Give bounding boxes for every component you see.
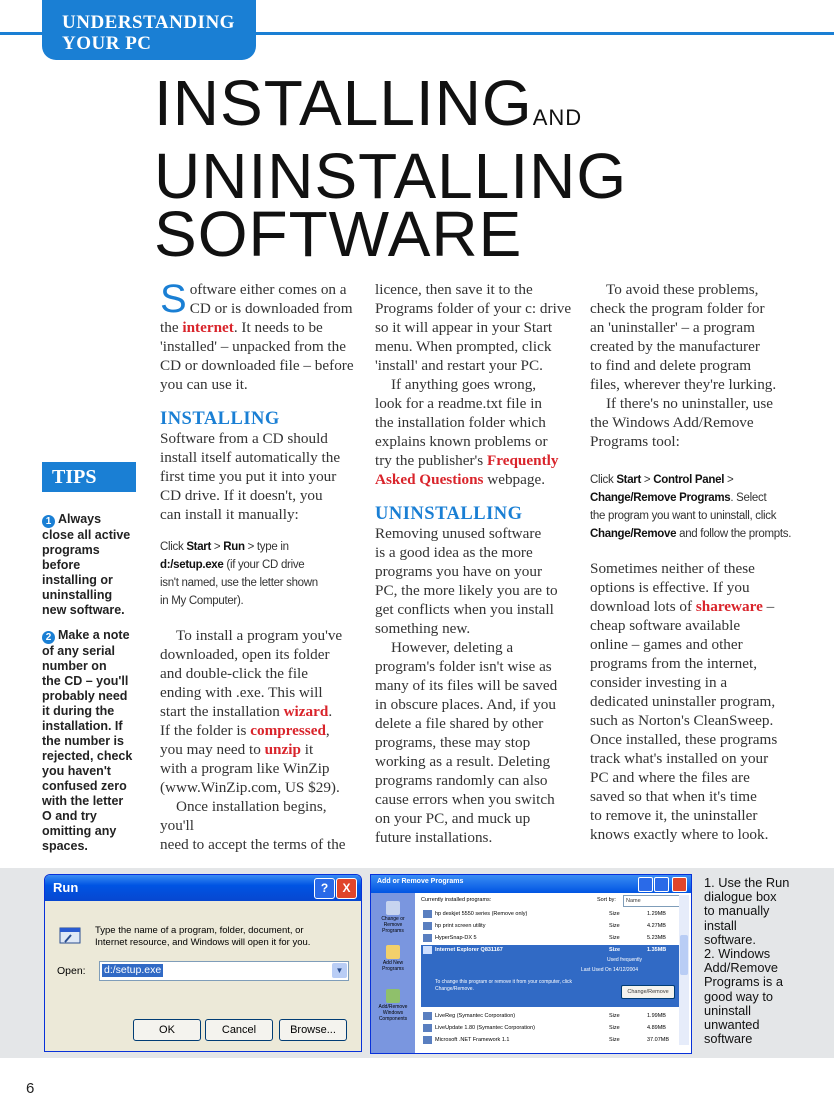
help-button[interactable]: ? [314,878,335,899]
section-tab-line1: UNDERSTANDING [62,12,235,33]
glossary-term: unzip [264,741,301,758]
sidebar-item-windows-components[interactable]: Add/Remove Windows Components [373,989,413,1022]
minimize-button[interactable] [638,877,653,892]
change-remove-button[interactable]: Change/Remove [621,985,675,999]
page-title [154,67,628,270]
open-label: Open: [57,965,86,977]
run-program-icon [57,925,83,947]
run-dialog-titlebar [45,875,361,901]
program-icon [423,946,432,954]
column-1: S oftware either comes on a CD or is downloaded from the internet. It needs to be 'installed' – unpacked from the CD or downloaded file – before you can use it. INSTALLING Software from a CD should install itself automatically the first time you put it into your CD drive. If it doesn't, you can install it manually: Click Start > Run > type in d:/setup.exe (if your CD drive isn't named, use the letter shown in My Computer). To install a program you've downloaded, open its folder and double-click the file ending with .exe. This will start the installation wizard. If the folder is compressed, you may need to unzip it with a program like WinZip (www.WinZip.com, US $29). Once installation begins, you'll need to accept the terms of the [160,280,360,854]
program-icon [423,1012,432,1020]
column-3: To avoid these problems, check the program folder for an 'uninstaller' – a program created by the manufacturer to find and delete program files, wherever they're lurking. If there's no uninstaller, use the Windows Add/Remove Programs tool: Click Start > Control Panel > Change/Remove Programs. Select the program you want to uninstall, click Change/Remove and follow the prompts. Sometimes neither of these options is effective. If you download lots of shareware – cheap software available online – games and other programs from the internet, consider investing in a dedicated uninstaller program, such as Norton's CleanSweep. Once installed, these programs track what's installed on your PC and where the files are saved so that when it's time to remove it, the uninstaller knows exactly where to look. [590,280,800,844]
ok-button[interactable]: OK [133,1019,201,1041]
sidebar-item-change-remove[interactable]: Change or Remove Programs [373,901,413,934]
instructions-uninstall: Click Start > Control Panel > Change/Remove Programs. Select the program you want to uninstall, click Change/Remove and follow the prompts. [590,474,792,540]
windows-icon [386,989,400,1003]
maximize-button[interactable] [654,877,669,892]
title-line2: UNINSTALLING [154,140,628,212]
sidebar-item-add-new[interactable]: Add New Programs [373,945,413,972]
sort-select[interactable]: Name [623,895,685,907]
section-tab-line2: YOUR PC [62,33,152,54]
program-icon [423,934,432,942]
run-dialog-title: Run [53,880,79,895]
chevron-down-icon[interactable]: ▼ [332,963,347,978]
tips-heading-bar [42,462,136,492]
add-remove-programs-window [370,874,692,1054]
close-button[interactable]: X [336,878,357,899]
list-item[interactable]: hp deskjet 5550 series (Remove only) Size 1.29MB [421,909,685,919]
arp-sidebar [371,893,415,1053]
title-line3: SOFTWARE [154,198,523,270]
glossary-term: Asked Questions [375,471,484,488]
glossary-term: Frequently [487,452,559,469]
browse-button[interactable]: Browse... [279,1019,347,1041]
instructions-install: Click Start > Run > type in d:/setup.exe (if your CD drive isn't named, use the letter shown in My Computer). [160,541,318,607]
glossary-term: compressed [250,722,326,739]
arp-title: Add or Remove Programs [377,878,464,885]
drop-cap: S [160,277,187,321]
sort-label: Sort by: [597,897,616,903]
title-and: AND [532,105,583,130]
selected-program-row[interactable]: Internet Explorer Q831167 Size 1.35MB Used frequently Last Used On 14/12/2004 To change this program or remove it from your computer, click Change/Remove. Change/Remove [421,945,679,1007]
list-item[interactable]: LiveReg (Symantec Corporation) Size 1.99MB [421,1011,685,1021]
open-combobox[interactable] [99,961,349,981]
page-number: 6 [26,1080,35,1097]
tip-number: 1 [42,515,55,528]
run-dialog [44,874,362,1052]
tips-heading: TIPS [52,466,97,488]
programs-icon [386,901,400,915]
column-2: licence, then save it to the Programs folder of your c: drive so it will appear in your Start menu. When prompted, click 'install' and restart your PC. If anything goes wrong, look for a readme.txt file in the installation folder which explains known problems or try the publisher's Frequently Asked Questions webpage. UNINSTALLING Removing unused software is a good idea as the more programs you have on your PC, the more likely you are to get conflicts when you install something new. However, deleting a program's folder isn't wise as many of its files will be saved in obscure places. And, if you delete a file shared by other programs, these may stop working as a result. Deleting programs randomly can also cause errors when you switch on your PC, and muck up future installations. [375,280,580,847]
printer-icon [423,910,432,918]
heading-installing: INSTALLING [160,409,280,429]
list-item[interactable]: hp print screen utility Size 4.27MB [421,921,685,931]
tip-1: 1 Always close all active programs before installing or uninstalling new software. [42,512,131,617]
glossary-term: internet [182,319,234,336]
close-icon[interactable] [672,877,687,892]
scrollbar[interactable] [679,895,689,1045]
open-input[interactable]: d:/setup.exe [104,964,162,976]
glossary-term: shareware [695,598,763,615]
glossary-term: wizard [283,703,329,720]
list-header: Currently installed programs: [421,897,492,903]
program-icon [423,1024,432,1032]
cancel-button[interactable]: Cancel [205,1019,273,1041]
heading-uninstalling: UNINSTALLING [375,504,523,524]
section-tab [42,0,256,60]
scrollbar-thumb[interactable] [680,935,688,975]
tip-2: 2 Make a note of any serial number on the CD – you'll probably need it during the installation. If the number is rejected, check you haven't confused zero with the letter O and try omitting any spaces. [42,628,133,853]
figure-caption: 1. Use the Run dialogue box to manually install software. 2. Windows Add/Remove Programs is a good way to uninstall unwanted software [704,875,790,1047]
title-line1: INSTALLING [154,67,533,139]
run-description: Type the name of a program, folder, document, or Internet resource, and Windows will open it for you. [95,925,311,948]
cd-icon [386,945,400,959]
arp-titlebar [371,875,691,893]
list-item[interactable]: Microsoft .NET Framework 1.1 Size 37.07MB [421,1035,685,1045]
list-item[interactable]: HyperSnap-DX 5 Size 5.23MB [421,933,685,943]
program-icon [423,1036,432,1044]
list-item[interactable]: LiveUpdate 1.80 (Symantec Corporation) Size 4.89MB [421,1023,685,1033]
tip-number: 2 [42,631,55,644]
printer-icon [423,922,432,930]
